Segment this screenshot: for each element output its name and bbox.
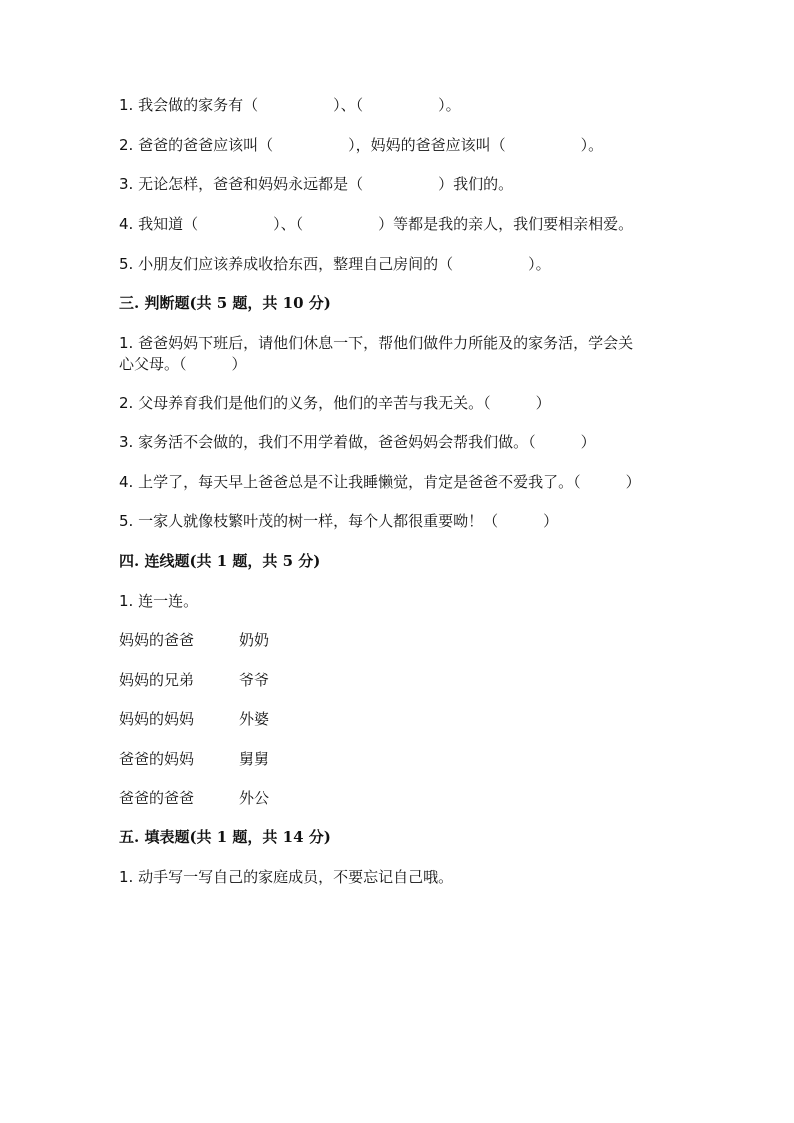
fill-blank-item-3: 3. 无论怎样，爸爸和妈妈永远都是（ ）我们的。 (119, 175, 514, 193)
match-left-item: 爸爸的爸爸 (119, 789, 195, 807)
judge-item-1-line-2: 心父母。（ ） (119, 355, 247, 373)
match-left-item: 妈妈的兄弟 (119, 671, 195, 689)
fill-blank-item-4: 4. 我知道（ ）、（ ）等都是我的亲人，我们要相亲相爱。 (119, 215, 634, 233)
fill-blank-item-2: 2. 爸爸的爸爸应该叫（ ），妈妈的爸爸应该叫（ ）。 (119, 136, 604, 154)
table-prompt: 1. 动手写一写自己的家庭成员，不要忘记自己哦。 (119, 868, 454, 886)
match-right-item: 外公 (239, 789, 270, 807)
match-left-item: 爸爸的妈妈 (119, 750, 195, 768)
judge-item-5: 5. 一家人就像枝繁叶茂的树一样，每个人都很重要呦！（ ） (119, 512, 559, 530)
judge-item-1-line-1: 1. 爸爸妈妈下班后，请他们休息一下，帮他们做件力所能及的家务活，学会关 (119, 334, 634, 352)
match-prompt: 1. 连一连。 (119, 592, 199, 610)
table-section-heading: 五. 填表题(共 1 题，共 14 分) (119, 828, 331, 846)
match-right-item: 爷爷 (239, 671, 270, 689)
match-left-item: 妈妈的爸爸 (119, 631, 195, 649)
match-right-item: 舅舅 (239, 750, 270, 768)
match-left-item: 妈妈的妈妈 (119, 710, 195, 728)
judge-item-2: 2. 父母养育我们是他们的义务，他们的辛苦与我无关。（ ） (119, 394, 551, 412)
match-section-heading: 四. 连线题(共 1 题，共 5 分) (119, 552, 321, 570)
fill-blank-item-5: 5. 小朋友们应该养成收拾东西，整理自己房间的（ ）。 (119, 255, 551, 273)
judge-item-4: 4. 上学了，每天早上爸爸总是不让我睡懒觉，肯定是爸爸不爱我了。（ ） (119, 473, 641, 491)
judge-item-3: 3. 家务活不会做的，我们不用学着做，爸爸妈妈会帮我们做。（ ） (119, 433, 596, 451)
match-right-item: 奶奶 (239, 631, 270, 649)
judge-section-heading: 三. 判断题(共 5 题，共 10 分) (119, 294, 331, 312)
match-right-item: 外婆 (239, 710, 270, 728)
fill-blank-item-1: 1. 我会做的家务有（ ）、（ ）。 (119, 96, 461, 114)
